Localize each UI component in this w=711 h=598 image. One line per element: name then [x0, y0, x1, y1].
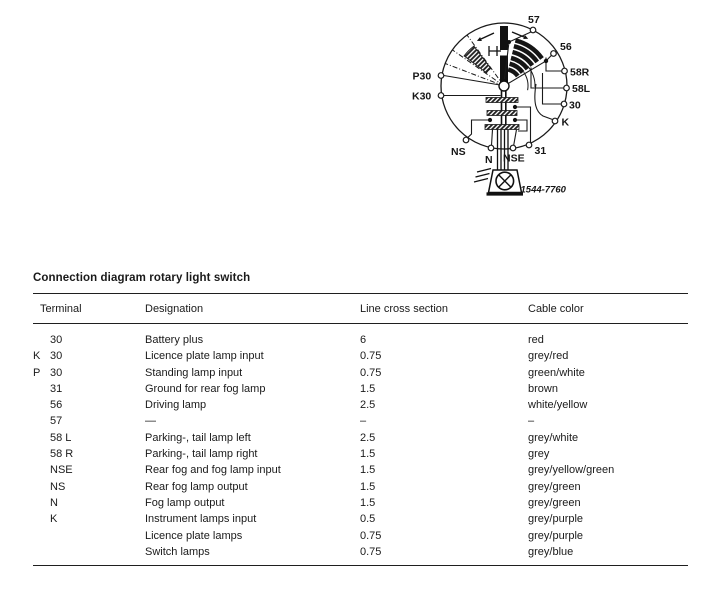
cell-designation: Fog lamp output — [145, 496, 225, 509]
terminal-node-NS — [463, 137, 469, 143]
cell-cross-section: 2.5 — [360, 431, 376, 444]
contact-bar — [487, 111, 517, 116]
col-header-designation: Designation — [145, 302, 204, 315]
cell-cross-section: 1.5 — [360, 382, 376, 395]
terminal-label-58L: 58L — [572, 83, 591, 95]
cell-cable-color: grey — [528, 448, 550, 461]
terminal-label-NSE: NSE — [503, 152, 525, 165]
terminal-node-P30 — [438, 73, 444, 79]
cell-cross-section: 0.75 — [360, 350, 382, 363]
cell-designation: Driving lamp — [145, 399, 207, 412]
cell-terminal: NSE — [50, 464, 73, 477]
cell-designation: Parking-, tail lamp left — [145, 431, 251, 444]
cell-terminal: 58 L — [50, 431, 72, 444]
cell-cable-color: grey/green — [528, 496, 581, 509]
table-row — [33, 462, 688, 478]
cell-designation: Rear fog lamp output — [145, 480, 248, 493]
cell-terminal: 58 R — [50, 448, 74, 461]
cell-designation: Instrument lamps input — [145, 513, 257, 526]
cell-cable-color: green/white — [528, 366, 585, 379]
cell-designation: Ground for rear fog lamp — [145, 382, 266, 395]
table-row — [33, 381, 688, 397]
table-row — [33, 544, 688, 560]
table-title: Connection diagram rotary light switch — [33, 272, 251, 284]
col-header-terminal: Terminal — [40, 302, 82, 315]
terminal-node-57 — [530, 27, 536, 33]
cell-designation: Parking-, tail lamp right — [145, 448, 258, 461]
cell-cable-color: grey/blue — [528, 545, 574, 558]
cell-terminal: 57 — [50, 415, 63, 428]
terminal-node-30 — [561, 101, 567, 107]
cell-terminal: K — [50, 513, 58, 526]
table-row — [33, 365, 688, 381]
cell-cross-section: 1.5 — [360, 448, 376, 461]
col-header-cross-section: Line cross section — [360, 302, 449, 315]
cell-designation: Battery plus — [145, 334, 204, 346]
cell-cross-section: 1.5 — [360, 464, 376, 477]
table-row — [33, 479, 688, 495]
part-number: 1544-7760 — [520, 184, 566, 196]
table-rule-bottom — [33, 565, 688, 566]
diagram-svg — [395, 0, 645, 210]
cell-cable-color: – — [528, 415, 535, 428]
table-row — [33, 413, 688, 429]
rotary-switch-diagram — [395, 0, 645, 210]
terminal-node-31 — [526, 142, 532, 148]
table-header-row — [33, 294, 688, 323]
cell-cross-section: 1.5 — [360, 480, 376, 493]
terminal-label-30: 30 — [569, 99, 581, 112]
terminal-label-K30: K30 — [412, 90, 432, 103]
table-row — [33, 332, 688, 348]
cell-cable-color: grey/green — [528, 480, 581, 493]
cell-designation: Licence plate lamps — [145, 529, 243, 542]
terminal-label-57: 57 — [528, 14, 540, 26]
cell-terminal: 30 — [50, 366, 63, 379]
cell-cable-color: red — [528, 334, 544, 346]
table-rows — [33, 324, 688, 565]
cell-cable-color: brown — [528, 382, 558, 395]
table-row — [33, 495, 688, 511]
cell-terminal-prefix: P — [33, 366, 41, 379]
cell-terminal: NS — [50, 480, 66, 493]
cell-terminal: 30 — [50, 334, 63, 346]
cell-cross-section: 1.5 — [360, 496, 376, 509]
table-row — [33, 511, 688, 527]
cell-designation: Licence plate lamp input — [145, 350, 264, 363]
cell-cable-color: grey/white — [528, 431, 579, 444]
lamp-symbol — [474, 169, 523, 195]
terminal-node-56 — [551, 51, 557, 57]
connection-table — [33, 272, 688, 566]
cell-cross-section: 0.5 — [360, 513, 376, 526]
cell-terminal: 56 — [50, 399, 63, 412]
terminal-node-NSE — [510, 145, 516, 151]
cell-cable-color: white/yellow — [528, 399, 588, 412]
table-row — [33, 430, 688, 446]
terminal-label-56: 56 — [560, 41, 572, 53]
cell-cross-section: 6 — [360, 334, 367, 346]
table-row — [33, 446, 688, 462]
col-header-cable-color: Cable color — [528, 302, 584, 315]
contact-bar — [486, 98, 518, 103]
cell-cable-color: grey/purple — [528, 513, 584, 526]
cell-cable-color: grey/yellow/green — [528, 464, 615, 477]
terminal-node-58R — [562, 68, 568, 74]
cell-cross-section: 0.75 — [360, 529, 382, 542]
terminal-node-N — [488, 145, 494, 151]
contact-bar — [485, 125, 519, 130]
terminal-label-K: K — [561, 116, 570, 129]
cell-cable-color: grey/purple — [528, 529, 584, 542]
cell-cross-section: – — [360, 415, 367, 428]
cell-cross-section: 0.75 — [360, 366, 382, 379]
terminal-label-N: N — [485, 154, 493, 166]
terminal-label-P30: P30 — [412, 70, 432, 83]
cell-terminal-prefix: K — [33, 350, 41, 363]
cell-terminal: 31 — [50, 382, 63, 395]
cell-terminal: N — [50, 496, 58, 509]
knob-pivot — [499, 81, 509, 91]
cell-designation: Rear fog and fog lamp input — [145, 464, 281, 477]
cell-terminal: 30 — [50, 350, 63, 363]
table-row — [33, 528, 688, 544]
terminal-label-NS: NS — [451, 146, 466, 158]
terminal-label-31: 31 — [534, 145, 547, 157]
cell-designation: — — [145, 415, 156, 428]
cell-designation: Standing lamp input — [145, 366, 243, 379]
terminal-node-K30 — [438, 93, 444, 99]
terminal-label-58R: 58R — [570, 66, 590, 79]
cell-designation: Switch lamps — [145, 545, 210, 558]
cell-cross-section: 2.5 — [360, 399, 376, 412]
table-row — [33, 348, 688, 364]
cell-cross-section: 0.75 — [360, 545, 382, 558]
terminal-node-58L — [564, 85, 570, 91]
table-row — [33, 397, 688, 413]
cell-cable-color: grey/red — [528, 350, 569, 363]
terminal-node-K — [552, 118, 558, 124]
ground-hatch — [474, 169, 491, 183]
